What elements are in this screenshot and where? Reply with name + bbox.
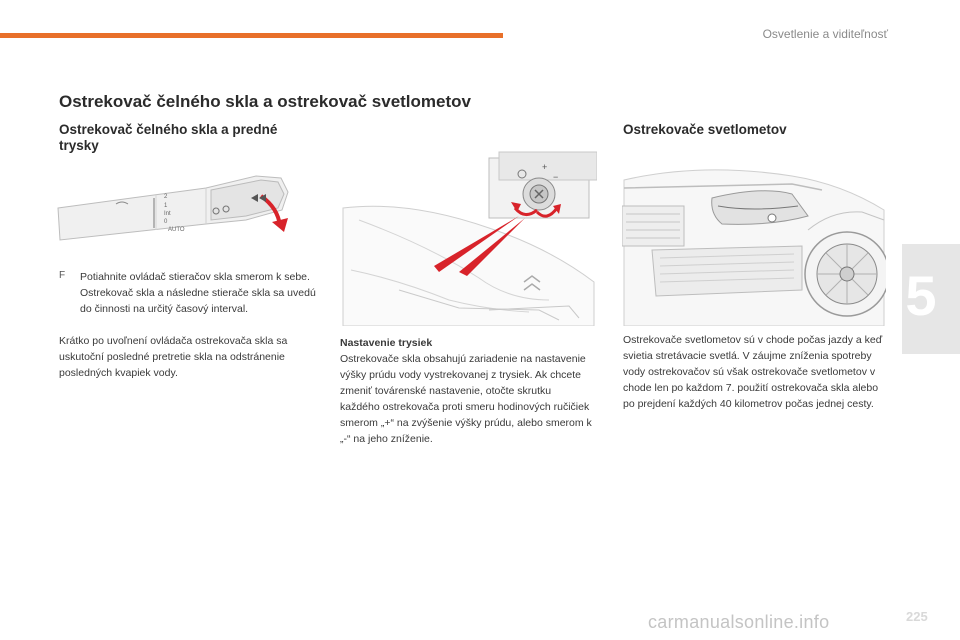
page-title: Ostrekovač čelného skla a ostrekovač svetlometov: [59, 92, 471, 111]
svg-text:0: 0: [164, 219, 168, 225]
svg-text:1: 1: [164, 203, 168, 209]
jet-adjustment-block: [340, 335, 592, 447]
minus-symbol: −: [553, 172, 559, 182]
wiper-lever-illustration: [56, 168, 296, 254]
svg-text:Int: Int: [164, 211, 171, 217]
section-header: Osvetlenie a viditeľnosť: [762, 27, 888, 41]
top-accent-bar: [0, 33, 503, 38]
svg-text:2: 2: [164, 194, 168, 200]
pull-arrow-head: [272, 218, 288, 232]
bullet-marker: F: [59, 270, 66, 281]
plus-symbol: +: [542, 162, 548, 172]
svg-text:AUTO: AUTO: [168, 227, 185, 233]
washer-jet-illustration: [339, 150, 597, 326]
headlamp-washer-illustration: [622, 150, 886, 326]
watermark: carmanualsonline.info: [648, 612, 830, 632]
chapter-number: 5: [905, 264, 937, 327]
jet-adjustment-text: Ostrekovače skla obsahujú zariadenie na nastavenie výšky prúdu vody vystrekovanej z trysiek. Ak chcete zmeniť továrenské nastavenie, otočte skrutku každého ostrekovača proti smeru hodinových ručičiek smerom „+“ na zvýšenie výšky prúdu, alebo smerom k „-“ na jeho zníženie.: [340, 353, 592, 445]
page-number: 225: [906, 609, 928, 624]
headlamp-washer-text: Ostrekovače svetlometov sú v chode počas jazdy a keď svietia stretávacie svetlá. V záujme zníženia spotreby vody ostrekovačov sú však ostrekovače svetlometov v chode len po každom 7. použití ostrekovača skla alebo po prejdení každých 40 kilometrov počas jednej cesty.: [623, 334, 883, 410]
section-title-windscreen: Ostrekovač čelného skla a predné trysky: [59, 122, 278, 153]
windscreen-instruction: Potiahnite ovládač stieračov skla smerom k sebe. Ostrekovač skla a následne stierače skla sa uvedú do činnosti na určitý časový interval.: [80, 271, 316, 315]
jet-adjustment-label: Nastavenie trysiek: [340, 337, 433, 349]
section-title-headlamp: Ostrekovače svetlometov: [623, 122, 787, 137]
windscreen-note: Krátko po uvoľnení ovládača ostrekovača skla sa uskutoční posledné pretretie skla na odstránenie posledných kvapiek vody.: [59, 335, 288, 379]
chapter-tab: [902, 244, 960, 354]
